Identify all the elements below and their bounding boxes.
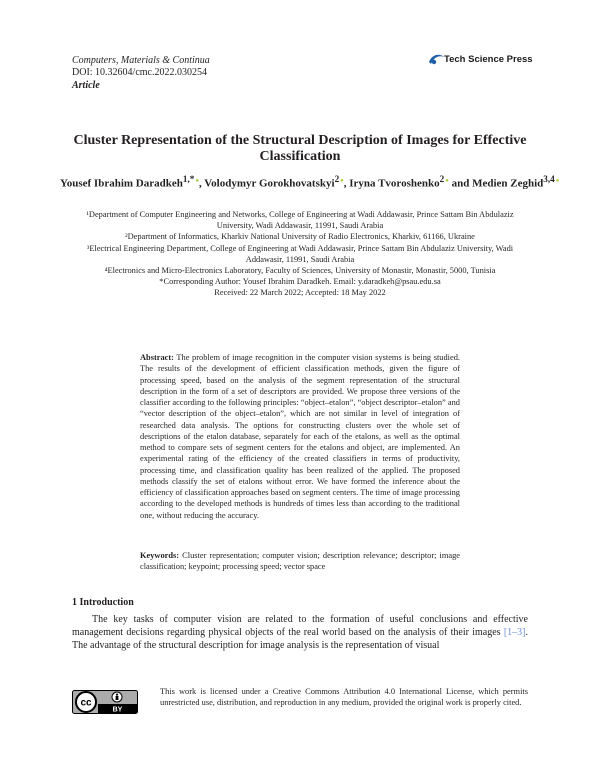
corresponding-author: *Corresponding Author: Yousef Ibrahim Daradkeh. Email: y.daradkeh@psau.edu.sa	[159, 277, 441, 287]
author-name: Iryna Tvoroshenko	[349, 177, 440, 190]
license-footer	[72, 686, 528, 726]
affiliation-line: ²Department of Informatics, Kharkiv National University of Radio Electronics, Kharkiv, 61166, Ukraine	[125, 232, 475, 242]
affiliations	[68, 209, 532, 299]
section-heading-introduction: 1 Introduction	[72, 597, 134, 608]
affiliation-line: ⁴Electronics and Micro-Electronics Laboratory, Faculty of Sciences, University of Monastir, Monastir, 5000, Tunisia	[104, 266, 496, 276]
orcid-icon[interactable]: ●	[340, 178, 344, 184]
author-affiliation-mark: 2	[334, 174, 340, 184]
author-separator: ,	[343, 177, 350, 190]
author-affiliation-mark: 3,4	[543, 174, 555, 184]
journal-name: Computers, Materials & Continua	[72, 55, 210, 66]
article-type: Article	[72, 80, 100, 91]
cc-by-license-badge[interactable]	[72, 690, 138, 714]
author-name: Yousef Ibrahim Daradkeh	[60, 177, 183, 190]
publisher-swoosh-icon	[428, 53, 445, 67]
orcid-icon[interactable]: ●	[555, 178, 560, 184]
keywords-label: Keywords:	[140, 551, 180, 560]
author-separator: and	[448, 177, 473, 190]
received-accepted-dates: Received: 22 March 2022; Accepted: 18 May 2022	[214, 288, 386, 298]
citation-link[interactable]: [1–3]	[503, 627, 526, 639]
orcid-icon[interactable]: ●	[195, 178, 199, 184]
publisher-name: Tech Science Press	[444, 54, 533, 65]
license-text: This work is licensed under a Creative Commons Attribution 4.0 International License, which permits unrestricted use, distribution, and reproduction in any medium, provided the original work is properly cited.	[160, 687, 528, 707]
paper-title: Cluster Representation of the Structural Description of Images for Effective Classification	[73, 133, 527, 164]
orcid-icon[interactable]: ●	[445, 178, 449, 184]
author-name: Medien Zeghid	[472, 177, 544, 190]
abstract-text: The problem of image recognition in the computer vision systems is being studied. The results of the development of efficient classification methods, given the figure of processing speed, based on the analysis of the segment representation of the structural description in the form of a set of descriptors are provided. We propose three versions of the classifier according to the following principles: “object–etalon”, “object descriptor–etalon” and “vector description of the object–etalon”, which are not similar in level of integration of researched data analysis. The options for constructing clusters over the whole set of descriptions of the etalon database, separately for each of the etalons, as well as the optimal method to compare sets of segment centers for the etalons and object, are implemented. An experimental rating of the efficiency of the created classifiers in terms of productivity, processing time, and classification quality has been realized of the applied. The proposed methods classify the set of etalons without error. We have formed the inference about the efficiency of classification approaches based on segment centers. The time of image processing according to the developed methods is hundreds of times less than according to the traditional one, without reducing the accuracy.	[140, 353, 460, 520]
introduction-paragraph	[72, 613, 528, 653]
keywords-text: Cluster representation; computer vision; description relevance; descriptor; image classification; keypoint; processing speed; vector space	[140, 551, 461, 572]
author-separator: ,	[198, 177, 205, 190]
affiliation-line: ³Electrical Engineering Department, College of Engineering at Wadi Addawasir, Prince Sattam Bin Abdulaziz University, Wadi Addawasir, 11991, Saudi Arabia	[86, 243, 514, 264]
author-list	[60, 173, 560, 191]
abstract-label: Abstract:	[140, 353, 174, 362]
affiliation-line: ¹Department of Computer Engineering and Networks, College of Engineering at Wadi Addawasir, Prince Sattam Bin Abdulaziz University, Wadi Addawasir, 11991, Saudi Arabia	[86, 210, 514, 231]
keywords	[140, 550, 460, 573]
introduction-text: The key tasks of computer vision are related to the formation of useful conclusions and effective management decisions regarding physical objects of the real world based on the analysis of their images	[72, 614, 528, 639]
introduction-text-continued: . The advantage of the structural description for image analysis is the representation of visual	[72, 627, 528, 652]
author-affiliation-mark: 2	[439, 174, 445, 184]
doi: DOI: 10.32604/cmc.2022.030254	[72, 67, 207, 78]
author-name: Volodymyr Gorokhovatskyi	[204, 177, 335, 190]
by-badge-label: BY	[112, 706, 123, 714]
publisher-logo	[428, 52, 532, 68]
cc-badge-label: cc	[80, 697, 92, 709]
author-affiliation-mark: 1,*	[182, 174, 195, 184]
abstract	[140, 352, 460, 521]
